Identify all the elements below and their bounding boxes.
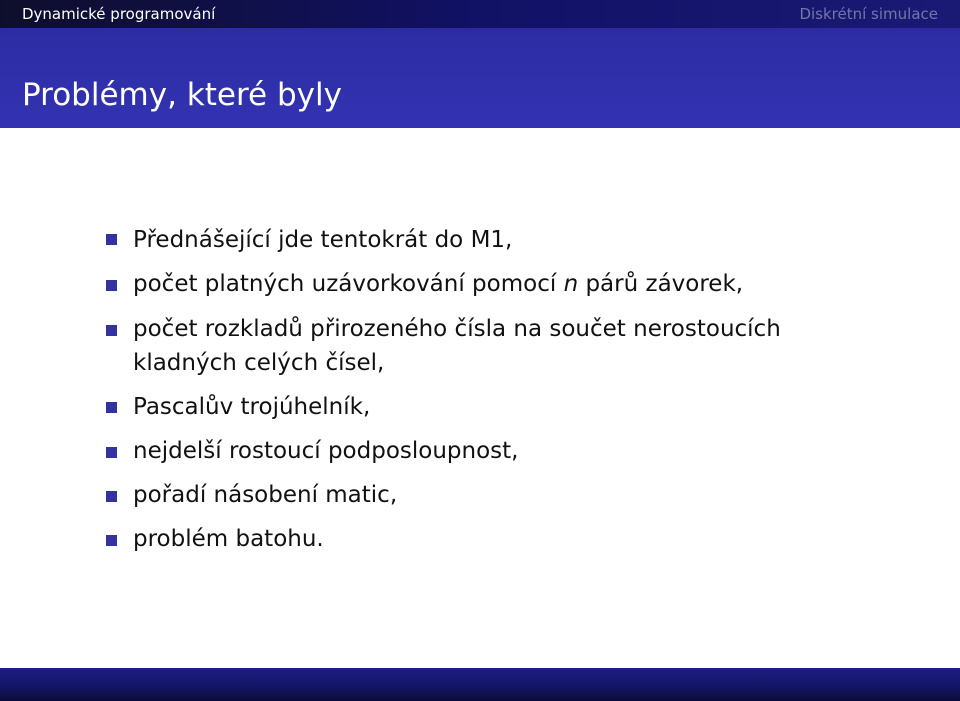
list-item [133, 267, 853, 301]
list-item-variable: n [563, 271, 579, 297]
list-item-text: počet rozkladů přirozeného čísla na součet nerostoucích kladných celých čísel, [133, 316, 781, 376]
list-item [133, 390, 853, 424]
bullet-icon [106, 447, 117, 458]
list-item-text: Přednášející jde tentokrát do M1, [133, 227, 513, 253]
list-item-text-start: počet platných uzávorkování pomocí [133, 271, 564, 297]
list-item-text-end: párů závorek, [578, 271, 744, 297]
bullet-icon [106, 402, 117, 413]
list-item-text: Pascalův trojúhelník, [133, 394, 371, 420]
bullet-icon [106, 325, 117, 336]
bullet-icon [106, 535, 117, 546]
bullet-icon [106, 491, 117, 502]
frame-title: Problémy, které byly [22, 77, 342, 113]
list-item [133, 312, 853, 380]
footline-bar [0, 668, 960, 701]
list-item-text: problém batohu. [133, 526, 324, 552]
list-item [133, 478, 853, 512]
headline-bar [0, 0, 960, 28]
list-item [133, 434, 853, 468]
headline-section-title: Dynamické programování [22, 5, 216, 23]
slide-content [0, 128, 960, 668]
bullet-icon [106, 234, 117, 245]
frame-title-bar [0, 28, 960, 128]
headline-presentation-title: Diskrétní simulace [799, 5, 938, 23]
list-item [133, 522, 853, 556]
list-item-text: nejdelší rostoucí podposloupnost, [133, 438, 519, 464]
list-item [133, 223, 853, 257]
list-item-text: pořadí násobení matic, [133, 482, 398, 508]
bullet-icon [106, 280, 117, 291]
